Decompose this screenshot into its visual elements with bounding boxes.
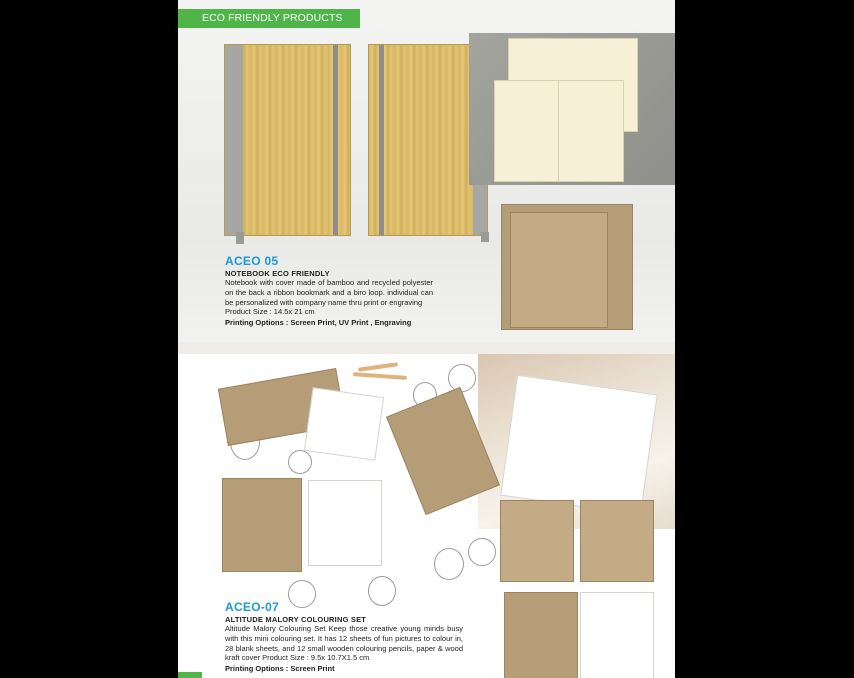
open-notebook-page [494,80,560,182]
product2-name: ALTITUDE MALORY COLOURING SET [225,615,367,624]
doodle-animal [448,364,476,392]
colouring-set-front [500,500,574,582]
product1-text [225,254,433,327]
section-header: ECO FRIENDLY PRODUCTS [178,9,360,28]
doodle-animal [434,548,464,580]
product2-text [225,600,463,673]
colouring-set-sheet [304,387,384,460]
colouring-set-page [308,480,382,566]
product2-code: ACEO-07 [225,600,280,614]
product2-description: Altitude Malory Colouring Set Keep those creative young minds busy with this mini colouring set. It has 12 sheets of fun pictures to colour in, 28 blank sheets, and 12 small wooden colouring pencils, paper & wood kraft cover Product Size : 9.5x 10.7X1.5 cm [225,624,463,663]
page-corner-accent [178,672,202,678]
product1-description: Notebook with cover made of bamboo and recycled polyester on the back a ribbon bookmark and a biro loop. individual can be personalized with company name thru print or engraving [225,278,433,307]
product1-code: ACEO 05 [225,254,279,268]
colouring-set-lion-page [580,592,654,678]
notebook-front-image [224,44,351,236]
colouring-set-open [222,478,302,572]
doodle-animal [288,450,312,474]
colouring-sheet [500,375,658,516]
colouring-set-back [580,500,654,582]
biro-loop [481,232,489,242]
product1-printing-options: Printing Options : Screen Print, UV Print , Engraving [225,318,412,328]
open-notebook-page [558,80,624,182]
colouring-set-with-pencils [504,592,578,678]
catalog-page [178,0,675,678]
section-divider [178,342,675,354]
product2-printing-options: Printing Options : Screen Print [225,664,335,674]
product1-name: NOTEBOOK ECO FRIENDLY [225,269,330,278]
doodle-animal [468,538,496,566]
product1-size: Product Size : 14.5x 21 cm [225,307,315,317]
ribbon-bookmark [236,232,244,244]
kraft-box-lid [510,212,608,328]
